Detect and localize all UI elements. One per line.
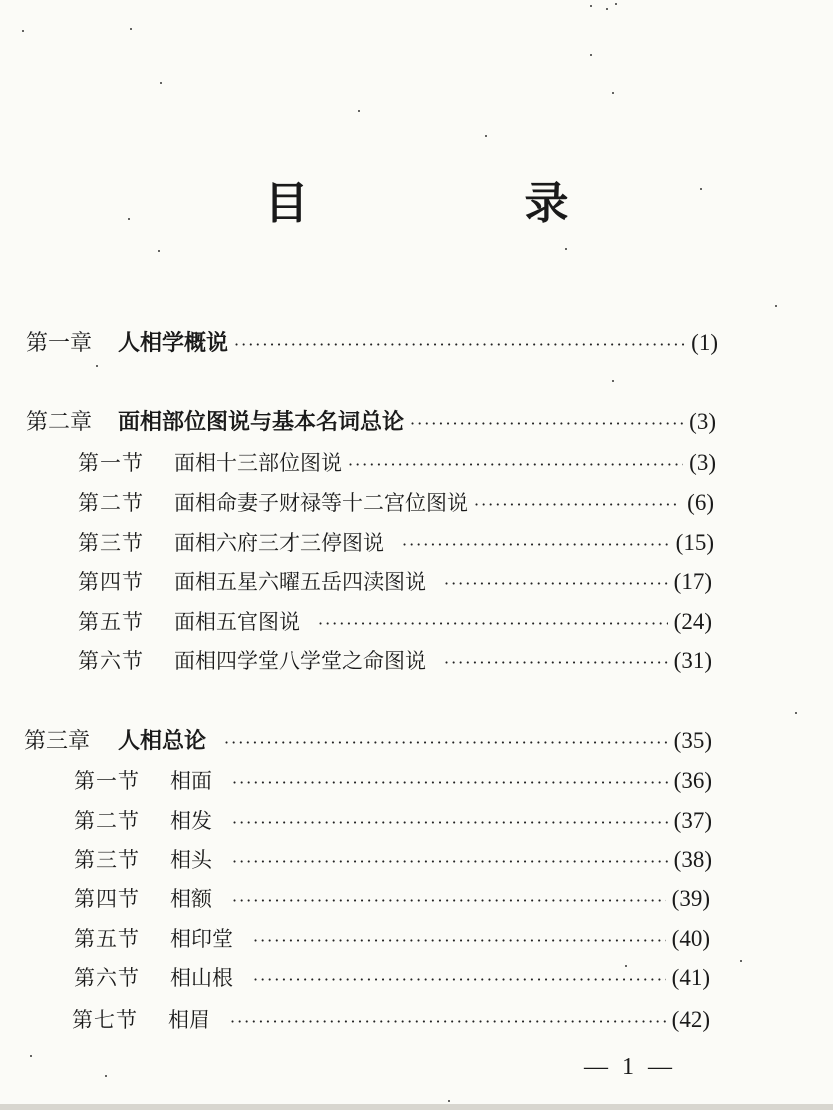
section-title: 面相五星六曜五岳四渎图说 [174,570,426,594]
section-title: 相山根 [170,966,233,990]
dot-leader [253,925,666,957]
dot-leader [232,807,668,839]
section-label: 第四节 [74,887,140,911]
section-label: 第七节 [72,1008,138,1032]
toc-section [74,883,710,915]
toc-section [74,844,712,876]
section-page-number: (3) [689,450,716,475]
section-page-number: (31) [673,648,712,673]
section-page-number: (40) [671,926,710,951]
scan-speck [158,250,160,252]
chapter-title: 面相部位图说与基本名词总论 [118,409,405,435]
toc-section [78,447,716,479]
section-title: 面相十三部位图说 [174,451,342,475]
scan-speck [612,380,614,382]
dot-leader [230,1006,666,1038]
section-page-number: (39) [671,886,710,911]
scan-speck [795,712,797,714]
section-title: 面相四学堂八学堂之命图说 [174,649,426,673]
toc-section [78,566,712,598]
section-page-number: (41) [671,965,710,990]
section-title: 相面 [170,769,212,793]
chapter-title: 人相学概说 [118,330,229,356]
toc-chapter [26,327,718,359]
scan-speck [96,365,98,367]
scan-speck [485,135,487,137]
chapter-page-number: (3) [689,409,716,434]
chapter-label: 第一章 [26,331,93,356]
dot-leader [253,964,666,996]
section-title: 面相命妻子财禄等十二宫位图说 [174,491,468,515]
section-page-number: (37) [673,808,712,833]
section-page-number: (24) [673,609,712,634]
section-label: 第五节 [74,927,140,951]
section-title: 相印堂 [170,927,233,951]
section-label: 第四节 [78,570,144,594]
section-label: 第六节 [78,649,144,673]
dot-leader [318,608,668,640]
toc-section [74,962,710,994]
dot-leader [232,767,668,799]
dot-leader [410,408,683,440]
toc-section [72,1004,710,1036]
section-label: 第一节 [74,769,140,793]
section-page-number: (38) [673,847,712,872]
scan-speck [30,1055,32,1057]
section-page-number: (36) [673,768,712,793]
toc-section [74,765,712,797]
chapter-label: 第三章 [24,729,91,754]
page-number-footer: — 1 — [584,1054,676,1080]
section-title: 面相六府三才三停图说 [174,531,384,555]
dot-leader [474,489,681,521]
scan-speck [775,305,777,307]
section-title: 相眉 [168,1008,210,1032]
scan-speck [448,1100,450,1102]
chapter-page-number: (1) [691,330,718,355]
dot-leader [232,885,666,917]
section-label: 第六节 [74,966,140,990]
scan-speck [612,92,614,94]
section-label: 第二节 [78,491,144,515]
toc-section [74,805,712,837]
dot-leader [444,568,668,600]
section-page-number: (17) [673,569,712,594]
chapter-page-number: (35) [673,728,712,753]
dot-leader [224,727,668,759]
section-title: 面相五官图说 [174,610,300,634]
section-label: 第三节 [78,531,144,555]
toc-section [78,487,714,519]
scan-speck [130,28,132,30]
scan-speck [590,54,592,56]
toc-section [78,527,714,559]
scan-speck [105,1075,107,1077]
page-title: 目 录 [264,178,655,229]
chapter-title: 人相总论 [118,728,207,754]
scan-speck [615,3,617,5]
toc-chapter [26,406,716,438]
section-page-number: (6) [687,490,714,515]
section-title: 相发 [170,809,212,833]
toc-section [78,645,712,677]
scan-speck [160,82,162,84]
scan-speck [590,5,592,7]
toc-section [74,923,710,955]
section-page-number: (15) [675,530,714,555]
dot-leader [348,449,683,481]
section-title: 相头 [170,848,212,872]
scan-speck [22,30,24,32]
scan-speck [565,248,567,250]
section-label: 第五节 [78,610,144,634]
dot-leader [444,647,668,679]
scan-speck [740,960,742,962]
dot-leader [232,846,668,878]
section-label: 第三节 [74,848,140,872]
toc-chapter [24,725,712,757]
scan-speck [606,8,608,10]
scan-speck [358,110,360,112]
toc-section [78,606,712,638]
chapter-label: 第二章 [26,410,93,435]
section-label: 第二节 [74,809,140,833]
section-title: 相额 [170,887,212,911]
dot-leader [234,329,685,361]
scan-edge [0,1104,833,1110]
section-label: 第一节 [78,451,144,475]
dot-leader [402,529,670,561]
section-page-number: (42) [671,1007,710,1032]
